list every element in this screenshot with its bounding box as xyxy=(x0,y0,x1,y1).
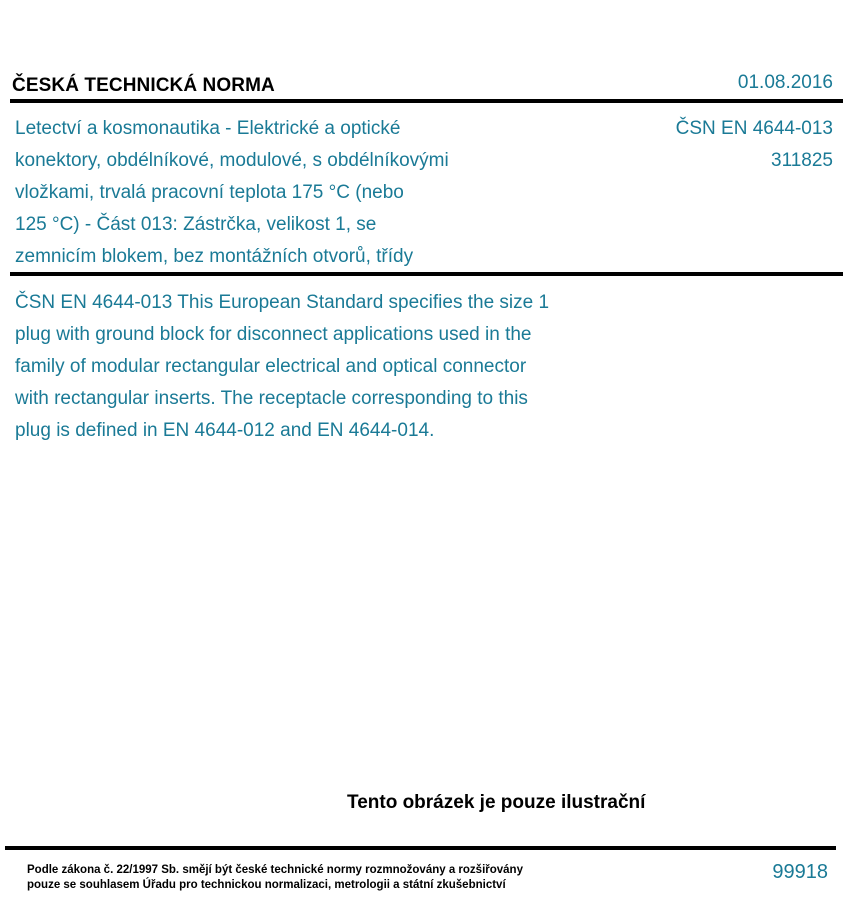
standard-identifier xyxy=(676,113,833,177)
title-divider xyxy=(10,272,843,276)
abstract-text xyxy=(15,287,549,447)
legal-notice xyxy=(27,863,523,893)
document-title: ČESKÁ TECHNICKÁ NORMA xyxy=(12,75,275,96)
header-divider xyxy=(10,99,843,103)
footer-divider xyxy=(5,846,836,850)
document-code: 99918 xyxy=(772,861,828,883)
abstract-line: plug is defined in EN 4644-012 and EN 4644-014. xyxy=(15,420,435,441)
abstract-line: family of modular rectangular electrical and optical connector xyxy=(15,356,527,377)
title-line: Letectví a kosmonautika - Elektrické a optické xyxy=(15,118,401,139)
standard-title-czech xyxy=(15,113,535,271)
title-line: 125 °C) - Část 013: Zástrčka, velikost 1, se xyxy=(15,214,377,235)
publication-date: 01.08.2016 xyxy=(737,72,833,93)
standard-number: ČSN EN 4644-013 xyxy=(675,118,833,139)
title-line: konektory, obdélníkové, modulové, s obdélníkovými xyxy=(15,150,449,171)
legal-line: pouze se souhlasem Úřadu pro technickou normalizaci, metrologii a státní zkušebnictví xyxy=(27,879,506,891)
abstract-line: with rectangular inserts. The receptacle corresponding to this xyxy=(15,388,528,409)
title-line: vložkami, trvalá pracovní teplota 175 °C (nebo xyxy=(15,182,404,203)
abstract-line: plug with ground block for disconnect applications used in the xyxy=(15,324,532,345)
legal-line: Podle zákona č. 22/1997 Sb. smějí být české technické normy rozmnožovány a rozšiřovány xyxy=(27,864,523,876)
classification-code: 311825 xyxy=(771,150,833,171)
title-line: zemnicím blokem, bez montážních otvorů, třídy xyxy=(15,246,414,267)
illustration-note: Tento obrázek je pouze ilustrační xyxy=(347,792,646,813)
abstract-line: ČSN EN 4644-013 This European Standard specifies the size 1 xyxy=(15,292,550,313)
